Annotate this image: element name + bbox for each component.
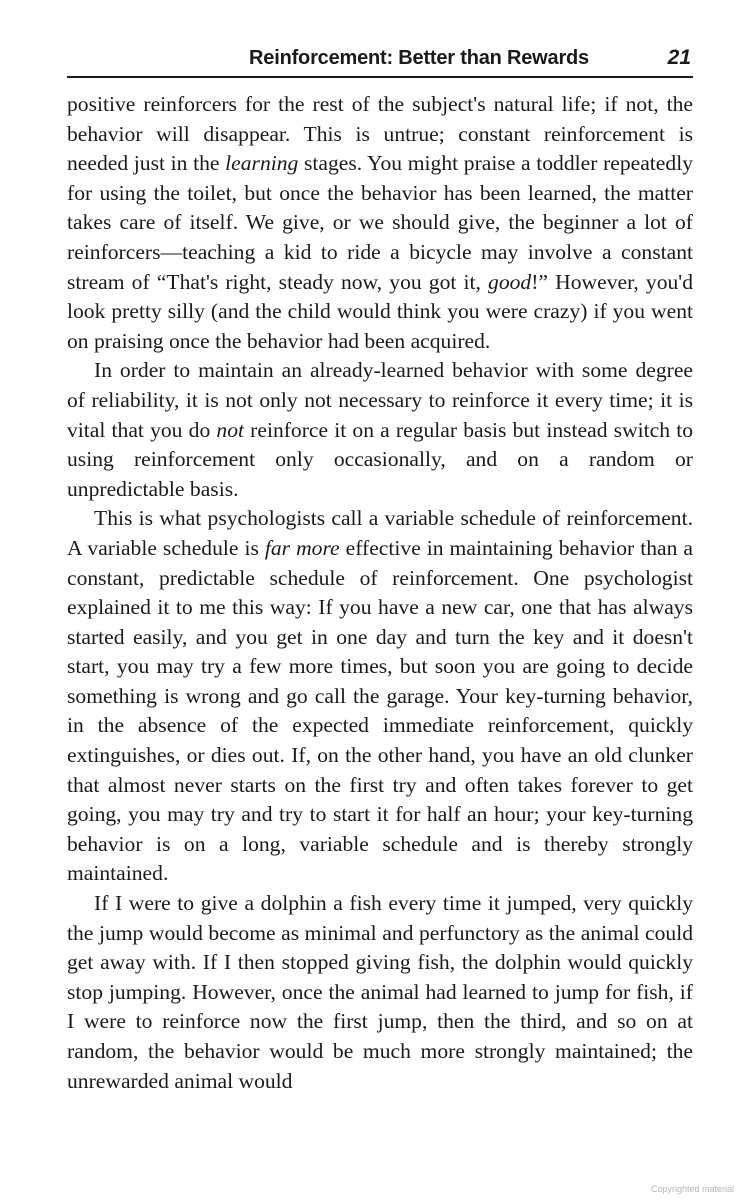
paragraph (67, 356, 693, 504)
book-page (67, 44, 693, 1096)
emphasis-text: far more (264, 535, 340, 560)
running-header (67, 44, 693, 78)
paragraph (67, 504, 693, 889)
body-text (67, 90, 693, 1096)
emphasis-text: not (216, 417, 244, 442)
emphasis-text: learning (225, 151, 299, 176)
copyright-watermark: Copyrighted material (650, 1184, 734, 1194)
text-run: reinforce it on a regular basis but instead switch to using reinforcement only occasionally, and on a random or unpredictable basis. (67, 417, 693, 501)
text-run: This is what psychologists call a variable schedule of reinforcement. A variable schedule is (67, 506, 693, 560)
text-run: effective in maintaining behavior than a constant, predictable schedule of reinforcement. One psychologist explained it to me this way: If you have a new car, one that has always started easily, and you get in one day and turn the key and it doesn't start, you may try a few more times, but soon you are going to decide something is wrong and go call the garage. Your key-turning behavior, in the absence of the expected immediate reinforcement, quickly extinguishes, or dies out. If, on the other hand, you have an old clunker that almost never starts on the first try and often takes forever to get going, you may try and try to start it for half an hour; your key-turning behavior is on a long, variable schedule and is thereby strongly maintained. (67, 535, 693, 886)
text-run: !” However, you'd look pretty silly (and the child would think you were crazy) if you went on praising once the behavior had been acquired. (67, 269, 693, 353)
text-run: positive reinforcers for the rest of the subject's natural life; if not, the behavior will disappear. This is untrue; constant reinforcement is needed just in the (67, 92, 693, 176)
text-run: In order to maintain an already-learned behavior with some degree of reliability, it is not only not necessary to reinforce it every time; it is vital that you do (67, 358, 693, 442)
paragraph (67, 889, 693, 1096)
paragraph-continued (67, 90, 693, 356)
emphasis-text: good (488, 269, 532, 294)
text-run: If I were to give a dolphin a fish every time it jumped, very quickly the jump would become as minimal and perfunctory as the animal could get away with. If I then stopped giving fish, the dolphin would quickly stop jumping. However, once the animal had learned to jump for fish, if I were to reinforce now the first jump, then the third, and so on at random, the behavior would be much more strongly maintained; the unrewarded animal would (67, 891, 693, 1093)
text-run: stages. You might praise a toddler repeatedly for using the toilet, but once the behavior has been learned, the matter takes care of itself. We give, or we should give, the beginner a lot of reinforcers—teaching a kid to ride a bicycle may involve a constant stream of “That's right, steady now, you got it, (67, 151, 693, 294)
chapter-title: Reinforcement: Better than Rewards (249, 47, 589, 69)
page-number: 21 (667, 46, 691, 69)
